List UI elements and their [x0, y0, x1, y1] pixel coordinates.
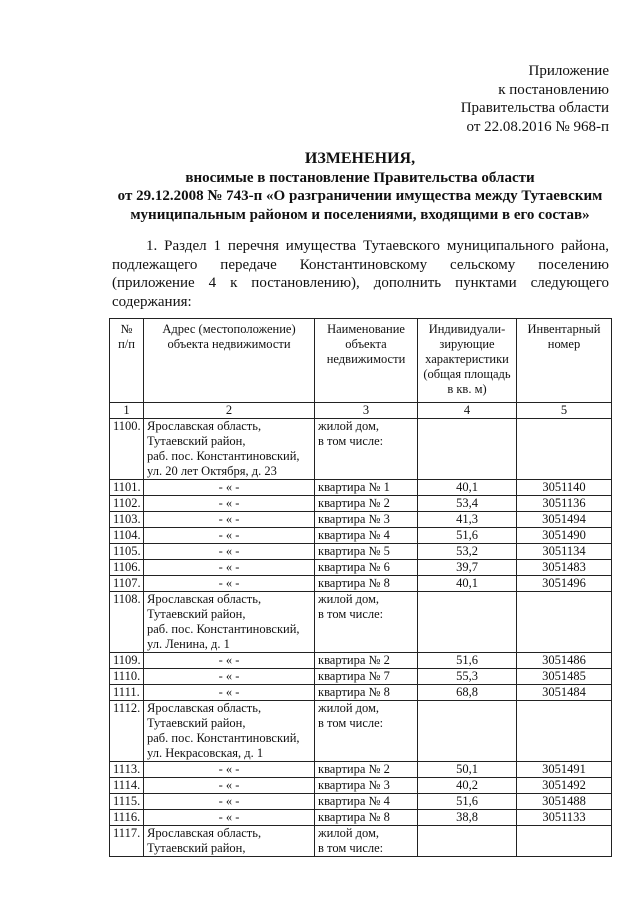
row-object-name: квартира № 8 [315, 685, 418, 701]
table-row [110, 576, 612, 592]
row-area: 41,3 [418, 512, 517, 528]
row-area: 39,7 [418, 560, 517, 576]
row-address: - « - [144, 685, 315, 701]
row-object-name: жилой дом, в том числе: [315, 592, 418, 653]
table-row [110, 560, 612, 576]
row-inventory-number: 3051492 [517, 778, 612, 794]
header-text-line: Наименование [327, 322, 405, 336]
row-number: 1103. [110, 512, 144, 528]
table-row [110, 826, 612, 857]
header-address [144, 319, 315, 403]
header-text-line: недвижимости [326, 352, 406, 366]
row-object-name: квартира № 2 [315, 762, 418, 778]
row-area: 40,1 [418, 576, 517, 592]
column-number: 1 [110, 403, 144, 419]
heading-line: вносимые в постановление Правительства области [185, 169, 535, 186]
row-address: - « - [144, 576, 315, 592]
table-row [110, 778, 612, 794]
table-row [110, 762, 612, 778]
row-inventory-number: 3051494 [517, 512, 612, 528]
table-row [110, 701, 612, 762]
column-number: 5 [517, 403, 612, 419]
property-table [109, 318, 612, 857]
row-address: - « - [144, 762, 315, 778]
row-number: 1100. [110, 419, 144, 480]
row-inventory-number: 3051484 [517, 685, 612, 701]
row-address: - « - [144, 560, 315, 576]
header-text-line: № [120, 322, 133, 336]
row-number: 1101. [110, 480, 144, 496]
column-number-row [110, 403, 612, 419]
row-object-name: жилой дом, в том числе: [315, 701, 418, 762]
header-text-line: Адрес (местоположение) [162, 322, 296, 336]
header-text-line: объекта недвижимости [167, 337, 291, 351]
row-area: 40,2 [418, 778, 517, 794]
row-inventory-number: 3051134 [517, 544, 612, 560]
row-address: - « - [144, 544, 315, 560]
row-number: 1114. [110, 778, 144, 794]
row-object-name: квартира № 4 [315, 528, 418, 544]
header-text-line: п/п [118, 337, 135, 351]
column-number: 2 [144, 403, 315, 419]
row-object-name: жилой дом, в том числе: [315, 419, 418, 480]
row-inventory-number [517, 592, 612, 653]
header-text-line: (общая площадь [423, 367, 511, 381]
row-area [418, 826, 517, 857]
row-object-name: квартира № 4 [315, 794, 418, 810]
row-area: 40,1 [418, 480, 517, 496]
row-inventory-number: 3051483 [517, 560, 612, 576]
row-number: 1115. [110, 794, 144, 810]
table-row [110, 810, 612, 826]
row-number: 1107. [110, 576, 144, 592]
header-text-line: номер [547, 337, 581, 351]
header-text-line: объекта [345, 337, 387, 351]
heading-title: ИЗМЕНЕНИЯ, [304, 150, 416, 167]
row-number: 1106. [110, 560, 144, 576]
appendix-block [461, 62, 609, 136]
row-number: 1113. [110, 762, 144, 778]
table-row [110, 528, 612, 544]
row-object-name: квартира № 6 [315, 560, 418, 576]
table-row [110, 480, 612, 496]
table-row [110, 685, 612, 701]
table-header-row [110, 319, 612, 403]
row-number: 1117. [110, 826, 144, 857]
header-inventory [517, 319, 612, 403]
table-row [110, 653, 612, 669]
row-area: 53,4 [418, 496, 517, 512]
document-heading [90, 150, 630, 224]
row-address: Ярославская область, Тутаевский район, раб. пос. Константиновский, ул. Ленина, д. 1 [144, 592, 315, 653]
header-text-line: Инвентарный [527, 322, 601, 336]
row-inventory-number: 3051485 [517, 669, 612, 685]
row-area: 51,6 [418, 653, 517, 669]
row-area: 51,6 [418, 528, 517, 544]
appendix-line: к постановлению [498, 81, 609, 98]
row-object-name: квартира № 3 [315, 512, 418, 528]
column-number: 4 [418, 403, 517, 419]
row-number: 1108. [110, 592, 144, 653]
table-row [110, 794, 612, 810]
row-inventory-number: 3051490 [517, 528, 612, 544]
row-object-name: квартира № 7 [315, 669, 418, 685]
intro-paragraph: 1. Раздел 1 перечня имущества Тутаевского муниципального района, подлежащего передаче Константиновскому сельскому поселению (приложение 4 к постановлению), дополнить пунктами следующего содержания: [112, 238, 609, 310]
table-body [110, 419, 612, 857]
row-inventory-number [517, 826, 612, 857]
row-inventory-number: 3051486 [517, 653, 612, 669]
row-area: 50,1 [418, 762, 517, 778]
row-object-name: квартира № 5 [315, 544, 418, 560]
row-object-name: квартира № 8 [315, 810, 418, 826]
row-inventory-number: 3051496 [517, 576, 612, 592]
row-area: 53,2 [418, 544, 517, 560]
row-inventory-number [517, 419, 612, 480]
appendix-line: Приложение [528, 63, 609, 79]
header-text-line: Индивидуали- [428, 322, 506, 336]
row-inventory-number: 3051136 [517, 496, 612, 512]
header-name [315, 319, 418, 403]
table-row [110, 592, 612, 653]
row-address: - « - [144, 810, 315, 826]
table-row [110, 669, 612, 685]
row-number: 1112. [110, 701, 144, 762]
row-area [418, 419, 517, 480]
row-area: 38,8 [418, 810, 517, 826]
row-area [418, 701, 517, 762]
header-num [110, 319, 144, 403]
row-number: 1105. [110, 544, 144, 560]
row-inventory-number: 3051133 [517, 810, 612, 826]
heading-line: муниципальным районом и поселениями, входящими в его состав» [130, 206, 590, 223]
row-address: - « - [144, 653, 315, 669]
row-inventory-number: 3051140 [517, 480, 612, 496]
row-inventory-number: 3051491 [517, 762, 612, 778]
row-number: 1116. [110, 810, 144, 826]
row-address: - « - [144, 512, 315, 528]
row-object-name: квартира № 1 [315, 480, 418, 496]
row-number: 1102. [110, 496, 144, 512]
heading-line: от 29.12.2008 № 743-п «О разграничении имущества между Тутаевским [117, 188, 603, 204]
row-number: 1110. [110, 669, 144, 685]
row-area: 68,8 [418, 685, 517, 701]
row-object-name: жилой дом, в том числе: [315, 826, 418, 857]
header-text-line: зирующие [439, 337, 495, 351]
row-address: - « - [144, 669, 315, 685]
header-text-line: в кв. м) [447, 382, 487, 396]
table-row [110, 419, 612, 480]
row-area: 51,6 [418, 794, 517, 810]
table-row [110, 544, 612, 560]
row-area: 55,3 [418, 669, 517, 685]
row-address: - « - [144, 528, 315, 544]
row-address: - « - [144, 794, 315, 810]
header-text-line: характеристики [425, 352, 509, 366]
row-address: - « - [144, 778, 315, 794]
appendix-line: Правительства области [460, 100, 609, 116]
row-object-name: квартира № 8 [315, 576, 418, 592]
row-number: 1111. [110, 685, 144, 701]
row-address: Ярославская область, Тутаевский район, раб. пос. Константиновский, ул. Некрасовская, д. 1 [144, 701, 315, 762]
row-object-name: квартира № 2 [315, 653, 418, 669]
row-address: - « - [144, 496, 315, 512]
row-object-name: квартира № 3 [315, 778, 418, 794]
row-object-name: квартира № 2 [315, 496, 418, 512]
row-area [418, 592, 517, 653]
row-address: Ярославская область, Тутаевский район, [144, 826, 315, 857]
appendix-line: от 22.08.2016 № 968-п [466, 118, 609, 135]
row-number: 1104. [110, 528, 144, 544]
row-inventory-number [517, 701, 612, 762]
row-number: 1109. [110, 653, 144, 669]
column-number: 3 [315, 403, 418, 419]
header-area [418, 319, 517, 403]
row-address: Ярославская область, Тутаевский район, раб. пос. Константиновский, ул. 20 лет Октября, д. 23 [144, 419, 315, 480]
row-inventory-number: 3051488 [517, 794, 612, 810]
row-address: - « - [144, 480, 315, 496]
table-row [110, 512, 612, 528]
table-row [110, 496, 612, 512]
